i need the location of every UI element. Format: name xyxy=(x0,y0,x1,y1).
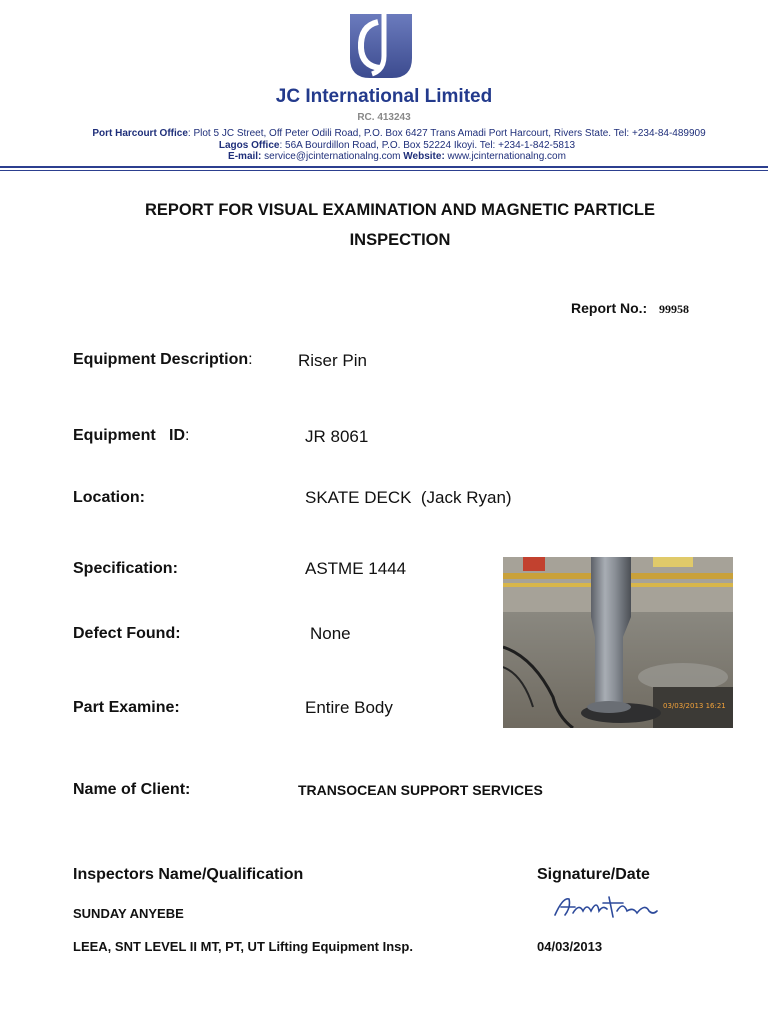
email-label: E-mail: xyxy=(228,151,262,162)
equipment-id-colon: : xyxy=(185,427,190,444)
part-examine-label: Part Examine: xyxy=(73,699,180,716)
contact-line xyxy=(0,151,768,162)
port-harcourt-text: : Plot 5 JC Street, Off Peter Odili Road, P.O. Box 6427 Trans Amadi Port Harcourt, Rivers State. Tel: +234-84-489909 xyxy=(187,128,706,139)
company-name: JC International Limited xyxy=(275,86,493,107)
report-title-line1: REPORT FOR VISUAL EXAMINATION AND MAGNETIC PARTICLE xyxy=(145,201,655,219)
defect-found-value: None xyxy=(310,624,351,643)
email-text: service@jcinternationalng.com xyxy=(261,151,404,162)
photo-timestamp: 03/03/2013 16:21 xyxy=(663,702,726,710)
report-number: 99958 xyxy=(659,302,689,316)
lagos-text: : 56A Bourdillon Road, P.O. Box 52224 Ikoyi. Tel: +234-1-842-5813 xyxy=(279,140,576,151)
riser-pin-photo xyxy=(503,557,733,728)
inspector-heading: Inspectors Name/Qualification xyxy=(73,866,304,883)
part-examine-value: Entire Body xyxy=(305,698,393,717)
equipment-id-label-text: Equipment ID xyxy=(73,427,185,444)
lagos-label: Lagos Office xyxy=(218,140,280,151)
equipment-description-label xyxy=(73,351,253,369)
signature-date: 04/03/2013 xyxy=(537,939,603,954)
website-text: www.jcinternationalng.com xyxy=(444,151,566,162)
port-harcourt-label: Port Harcourt Office xyxy=(92,128,188,139)
report-title xyxy=(100,195,700,255)
report-title-line2: INSPECTION xyxy=(349,231,451,249)
equipment-description-label-text: Equipment Description xyxy=(73,351,249,368)
rc-number: RC. 413243 xyxy=(357,112,411,123)
client-label: Name of Client: xyxy=(73,781,191,798)
lagos-address xyxy=(0,140,768,151)
client-value: TRANSOCEAN SUPPORT SERVICES xyxy=(298,782,543,798)
location-value: SKATE DECK (Jack Ryan) xyxy=(305,488,512,507)
equipment-id-value: JR 8061 xyxy=(305,427,369,446)
handwritten-signature xyxy=(553,893,659,923)
header-divider xyxy=(0,166,768,168)
location-label: Location: xyxy=(73,489,145,506)
header-divider-thin xyxy=(0,170,768,171)
defect-found-label: Defect Found: xyxy=(73,625,181,642)
specification-label: Specification: xyxy=(73,560,178,577)
specification-value: ASTME 1444 xyxy=(305,559,407,578)
jc-logo-icon xyxy=(346,12,416,80)
inspector-qualification: LEEA, SNT LEVEL II MT, PT, UT Lifting Equipment Insp. xyxy=(73,939,413,954)
equipment-id-label xyxy=(73,427,189,445)
website-label: Website: xyxy=(403,151,445,162)
port-harcourt-address xyxy=(0,128,768,139)
report-number-label: Report No.: xyxy=(571,300,648,316)
inspector-name: SUNDAY ANYEBE xyxy=(73,906,184,921)
equipment-description-colon: : xyxy=(248,351,253,368)
signature-date-heading: Signature/Date xyxy=(537,866,650,883)
equipment-description-value: Riser Pin xyxy=(298,351,367,370)
